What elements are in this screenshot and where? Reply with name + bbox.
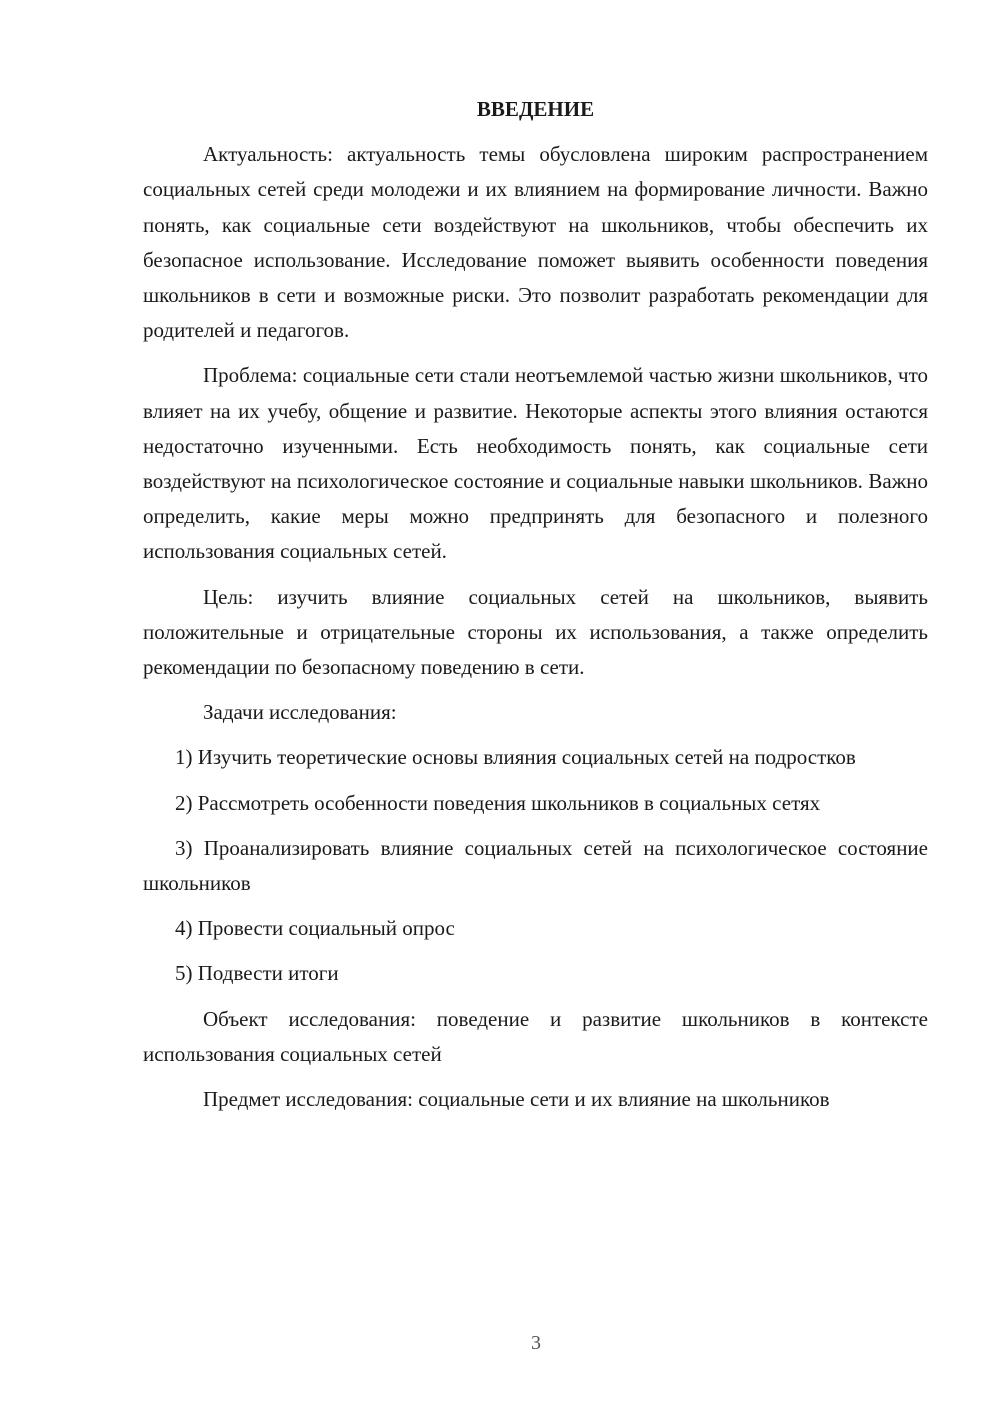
task-item-3: 3) Проанализировать влияние социальных сетей на психологическое состояние школьников xyxy=(143,835,928,896)
task-item-5: 5) Подвести итоги xyxy=(175,961,339,986)
task-item-1: 1) Изучить теоретические основы влияния социальных сетей на подростков xyxy=(175,745,856,770)
task-item-2: 2) Рассмотреть особенности поведения школьников в социальных сетях xyxy=(175,790,821,815)
tasks-heading: Задачи исследования: xyxy=(203,700,397,725)
problem-paragraph: Проблема: социальные сети стали неотъемлемой частью жизни школьников, что влияет на их учебу, общение и развитие. Некоторые аспекты этого влияния остаются недостаточно изученными. Есть необходимость понять, как социальные сети воздействуют на психологическое состояние и социальные навыки школьников. Важно определить, какие меры можно предпринять для безопасного и полезного использования социальных сетей. xyxy=(143,363,928,564)
page-number: 3 xyxy=(531,1332,541,1354)
goal-paragraph: Цель: изучить влияние социальных сетей на школьников, выявить положительные и отрицательные стороны их использования, а также определить рекомендации по безопасному поведению в сети. xyxy=(143,584,928,680)
research-object-paragraph: Объект исследования: поведение и развитие школьников в контексте использования социальных сетей xyxy=(143,1006,928,1066)
section-title: ВВЕДЕНИЕ xyxy=(476,97,595,121)
research-subject-paragraph: Предмет исследования: социальные сети и их влияние на школьников xyxy=(203,1087,830,1112)
relevance-paragraph: Актуальность: актуальность темы обусловлена широким распространением социальных сетей среди молодежи и их влиянием на формирование личности. Важно понять, как социальные сети воздействуют на школьников, чтобы обеспечить их безопасное использование. Исследование поможет выявить особенности поведения школьников в сети и возможные риски. Это позволит разработать рекомендации для родителей и педагогов. xyxy=(143,142,928,343)
document-page xyxy=(143,92,928,1127)
task-item-4: 4) Провести социальный опрос xyxy=(175,916,455,941)
